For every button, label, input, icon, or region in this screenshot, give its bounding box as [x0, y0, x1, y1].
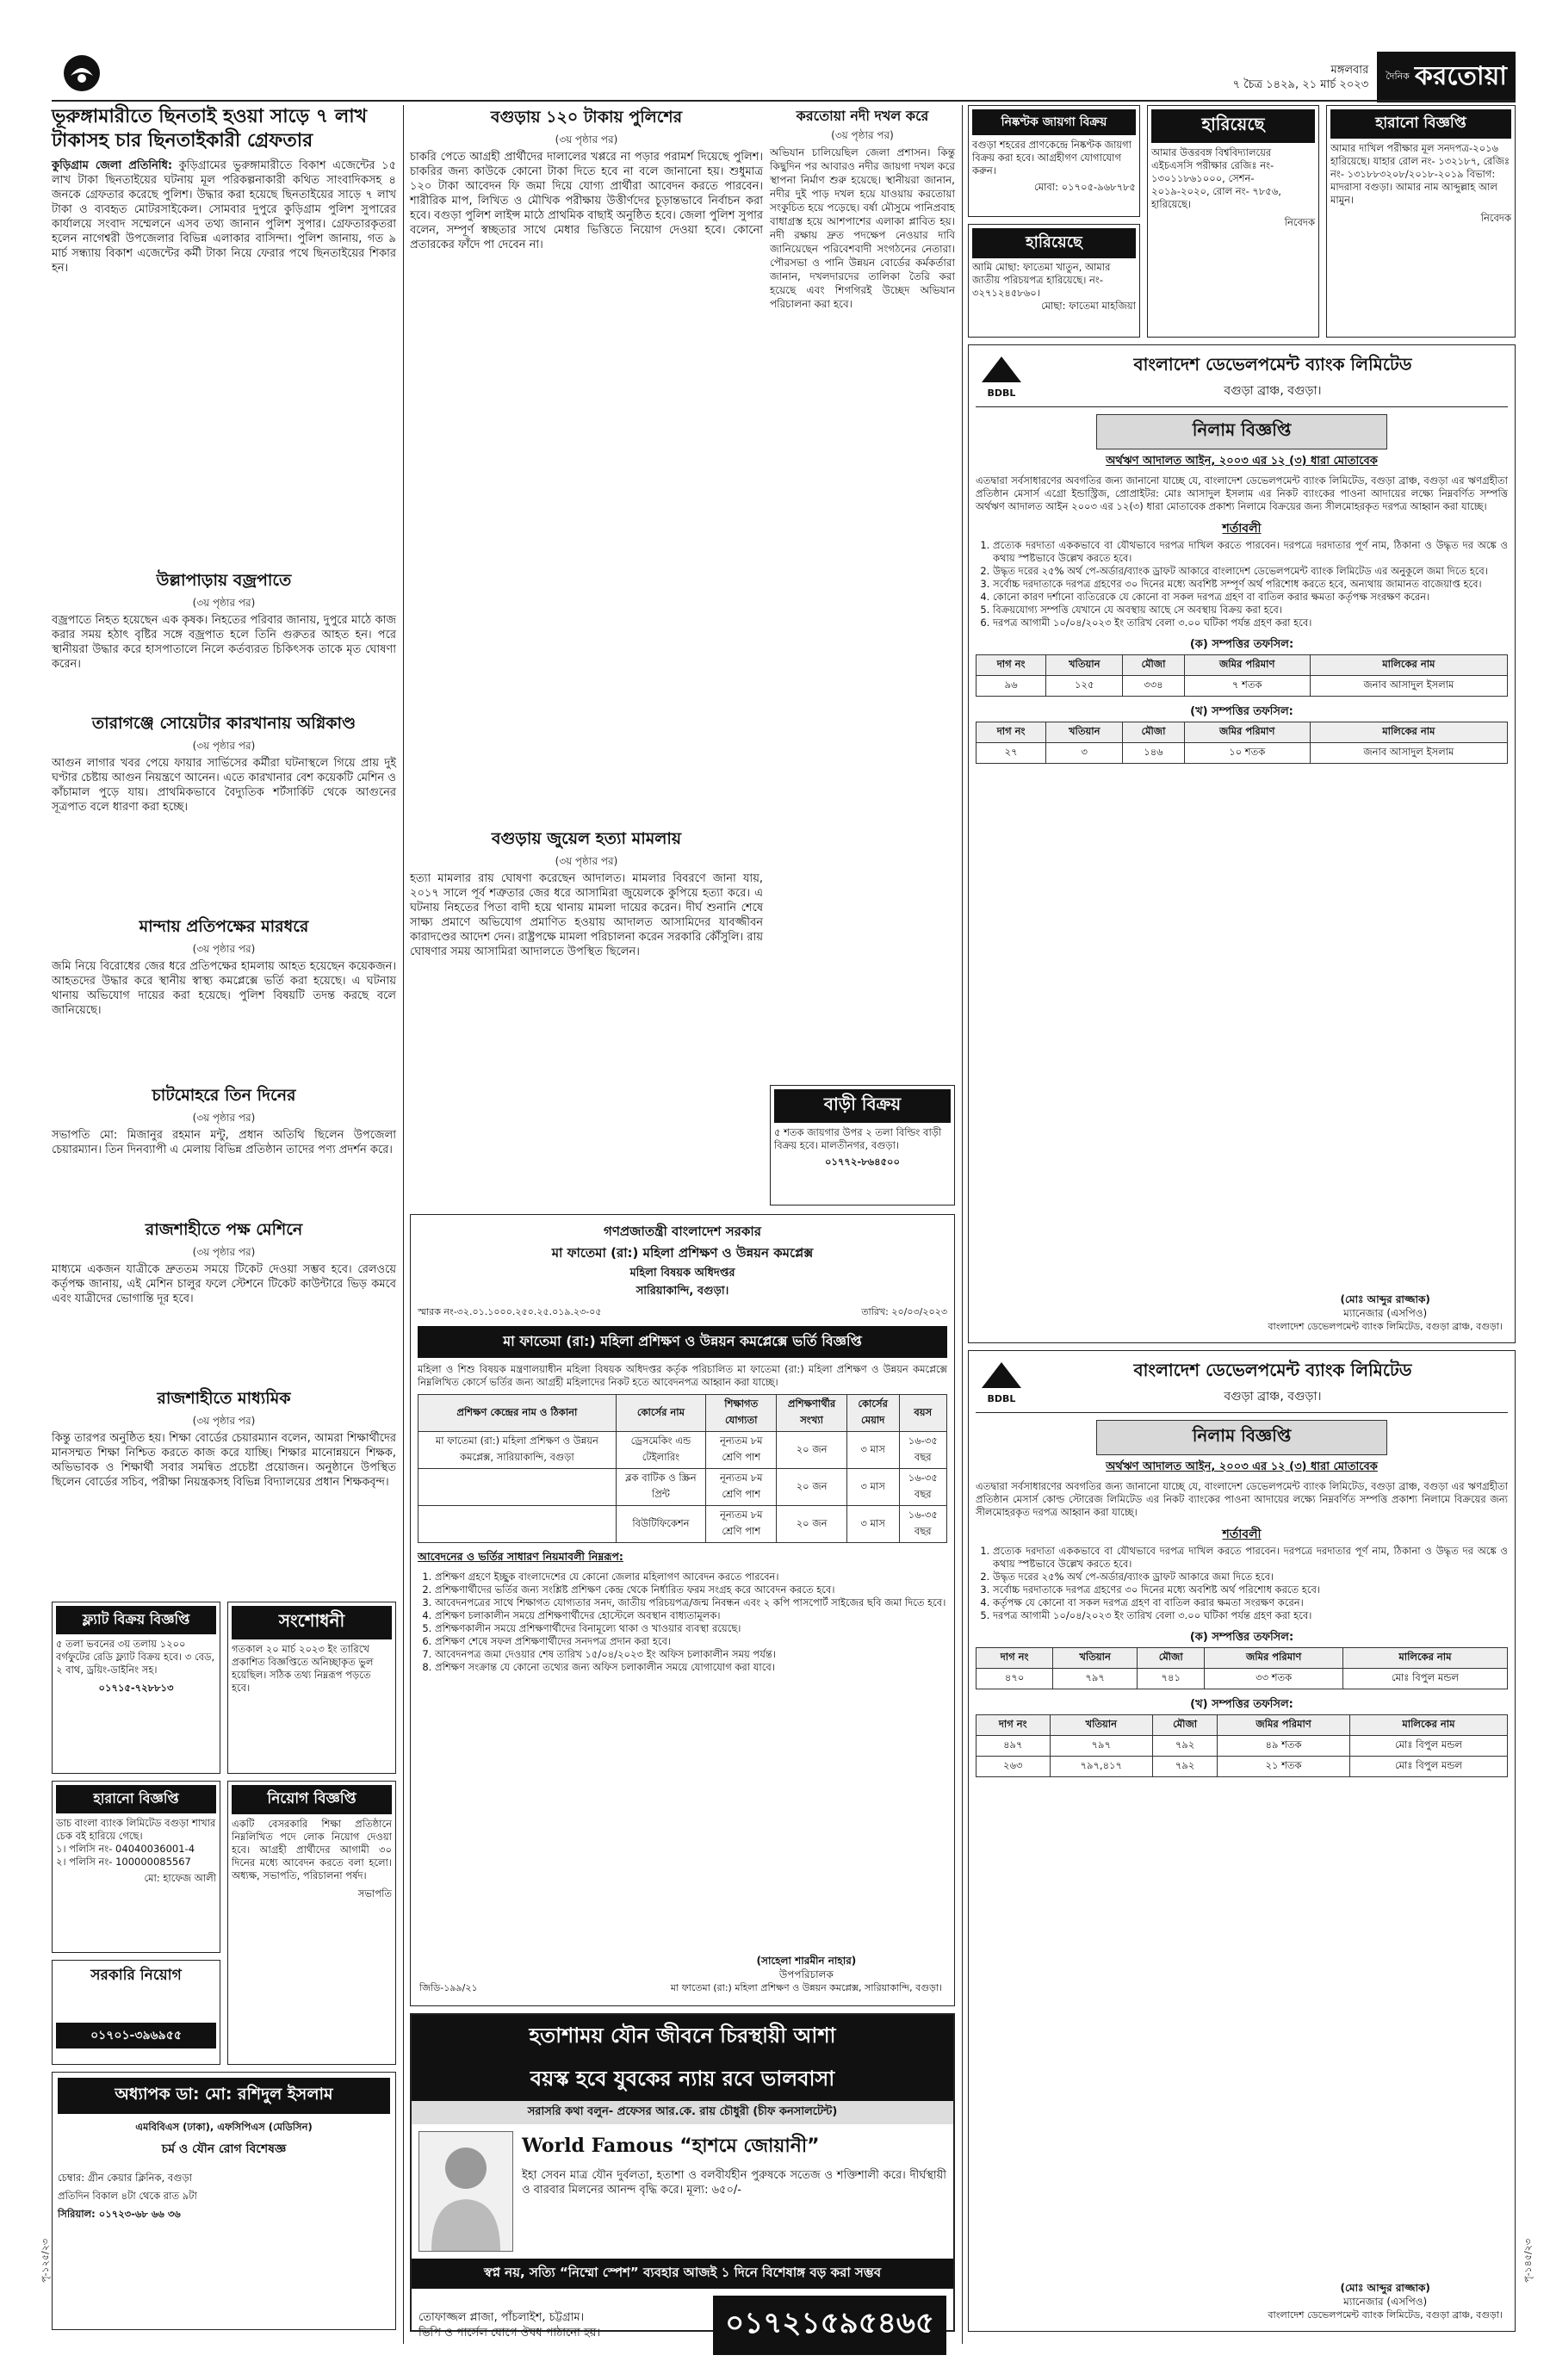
- house-sale-contact: ০১৭৭২-৮৬৪৫০০: [825, 1156, 900, 1168]
- table-cell: ৩ মাস: [846, 1469, 899, 1506]
- rajshahi2-story: [52, 1386, 396, 1593]
- table-header: খতিয়ান: [1053, 1648, 1138, 1669]
- flat-sale-title: ফ্ল্যাট বিক্রয় বিজ্ঞপ্তি: [56, 1606, 216, 1634]
- table-header: দাগ নং: [976, 655, 1046, 676]
- doctor-degree: এমবিবিএস (ঢাকা), এফসিপিএস (মেডিসিন): [135, 2121, 313, 2133]
- table-header: মালিকের নাম: [1310, 722, 1507, 743]
- table-cell: ১৬-৩৫ বছর: [899, 1506, 946, 1543]
- table-cell: [418, 1506, 617, 1543]
- table-cell: নূন্যতম ৮ম শ্রেণি পাশ: [706, 1506, 777, 1543]
- bdbl-1-law: অর্থঋণ আদালত আইন, ২০০৩ এর ১২ (৩) ধারা মোতাবেক: [1106, 455, 1378, 468]
- govt-notice-org: মা ফাতেমা (রা:) মহিলা প্রশিক্ষণ ও উন্নয়ন কমপ্লেক্স: [551, 1245, 814, 1261]
- recruit-sign: সভাপতি: [357, 1887, 392, 1900]
- flat-sale-body: ৫ তলা ভবনের ৩য় তলায় ১২০০ বর্গফুটের রেডি ফ্ল্যাট বিক্রয় হবে। ৩ বেড, ২ বাথ, ড্রয়িং-ডাইনিং সহ।: [56, 1638, 215, 1676]
- govt-notice-table: [418, 1394, 947, 1543]
- correction-body: গতকাল ২০ মার্চ ২০২৩ ইং তারিখে প্রকাশিত বিজ্ঞপ্তিতে অনিচ্ছাকৃত ভুল হয়েছিল। সঠিক তথ্য নিম্নরূপ পড়তে হবে।: [232, 1643, 374, 1694]
- rajshahi1-headline: রাজশাহীতে পক্ষ মেশিনে: [145, 1220, 303, 1239]
- bdbl-1-sign-name: (মোঃ আব্দুর রাজ্জাক): [1340, 1293, 1430, 1305]
- doctor-name: অধ্যাপক ডা: মো: রশিদুল ইসলাম: [58, 2078, 390, 2114]
- table-cell: ৪৭০: [976, 1669, 1053, 1689]
- bdbl-2-schedule-ka: (ক) সম্পত্তির তফসিল:: [1189, 1631, 1294, 1644]
- table-header: প্রশিক্ষণার্থীর সংখ্যা: [777, 1395, 846, 1432]
- bdbl-2-term: 3. সর্বোচ্চ দরদাতাকে দরপত্র গ্রহণের ৩০ দিনের মধ্যে অবশিষ্ট অর্থ পরিশোধ করতে হবে।: [993, 1584, 1508, 1596]
- table-cell: ৭৯৭: [1053, 1669, 1138, 1689]
- mandai-headline: মান্দায় প্রতিপক্ষের মারধরে: [139, 917, 309, 936]
- bdbl-logo-text: BDBL: [987, 1393, 1016, 1404]
- bdbl-logo-icon: [976, 1360, 1027, 1404]
- govt-notice-rule: 8. প্রশিক্ষণ সংক্রান্ত যে কোনো তথ্যের জন্য অফিস চলাকালীন সময়ে যোগাযোগ করা যাবে।: [435, 1661, 947, 1674]
- govt-notice-rule: 2. প্রশিক্ষণার্থীদের ভর্তির জন্য সংশ্লিষ্ট প্রশিক্ষণ কেন্দ্র থেকে নির্ধারিত ফরম সংগ্রহ করে আবেদন করতে হবে।: [435, 1584, 947, 1596]
- lost-notice-left-item-1: ১। পলিসি নং- 04040036001-4: [56, 1843, 195, 1855]
- bdbl-2-bank: বাংলাদেশ ডেভেলপমেন্ট ব্যাংক লিমিটেড: [1133, 1360, 1412, 1380]
- bdbl-1-terms: [976, 539, 1508, 629]
- bdbl-logo-text: BDBL: [987, 387, 1016, 399]
- table-cell: বিউটিফিকেশন: [616, 1506, 705, 1543]
- table-cell: ৩ মাস: [846, 1506, 899, 1543]
- land-sale-ad: [968, 105, 1140, 217]
- doctor-chamber: চেম্বার: গ্রীন কেয়ার ক্লিনিক, বগুড়া: [58, 2172, 193, 2184]
- taraganj-cont: (৩য় পৃষ্ঠার পর): [192, 740, 256, 752]
- table-header: কোর্সের নাম: [616, 1395, 705, 1432]
- table-cell: ৯৬: [976, 676, 1046, 697]
- table-cell: মা ফাতেমা (রা:) মহিলা প্রশিক্ষণ ও উন্নয়ন কমপ্লেক্স, সারিয়াকান্দি, বগুড়া: [418, 1432, 617, 1469]
- table-header: শিক্ষাগত যোগ্যতা: [706, 1395, 777, 1432]
- doctor-ad: [52, 2072, 396, 2330]
- govt-notice-rule: 5. প্রশিক্ষণকালীন সময়ে প্রশিক্ষণার্থীদের বিনামূল্যে থাকা ও খাওয়ার ব্যবস্থা রয়েছে।: [435, 1622, 947, 1635]
- taraganj-headline: তারাগঞ্জে সোয়েটার কারখানায় অগ্নিকাণ্ড: [91, 714, 356, 733]
- health-ad-delivery: ভিপি ও পার্সেল যোগে ঔষধ পাঠানো হয়।: [418, 2326, 601, 2340]
- table-header: বয়স: [899, 1395, 946, 1432]
- doctor-photo-icon: [418, 2131, 513, 2252]
- bdbl-1-terms-title: শর্তাবলী: [1222, 522, 1262, 536]
- govt-notice-memo: স্মারক নং-৩২.০১.১০০০.২৫০.২৫.০১৯.২৩-০৫: [418, 1306, 602, 1317]
- bdbl-logo-icon: [976, 355, 1027, 399]
- govt-recruit-ad: [52, 1960, 220, 2065]
- table-row: [976, 743, 1508, 764]
- table-cell: ৭৯২: [1152, 1757, 1217, 1777]
- lost-ad-1-sign: নিবেদক: [1284, 216, 1315, 228]
- land-sale-body: বগুড়া শহরের প্রাণকেন্দ্রে নিষ্কণ্টক জায়গা বিক্রয় করা হবে। আগ্রহীগণ যোগাযোগ করুন।: [972, 139, 1132, 177]
- bdbl-1-term: 2. উদ্ধৃত দরের ২৫% অর্থ পে-অর্ডার/ব্যাংক ড্রাফট আকারে বাংলাদেশ ডেভেলপমেন্ট ব্যাংক লিমিটেড এর অনুকূলে জমা দিতে হবে।: [993, 565, 1508, 578]
- bdbl-1-bank: বাংলাদেশ ডেভেলপমেন্ট ব্যাংক লিমিটেড: [1133, 354, 1412, 375]
- lost-notice-top-title: হারানো বিজ্ঞপ্তি: [1330, 109, 1511, 139]
- table-cell: জনাব আসাদুল ইসলাম: [1310, 676, 1507, 697]
- table-header: দাগ নং: [976, 722, 1046, 743]
- chatmohar-cont: (৩য় পৃষ্ঠার পর): [192, 1112, 256, 1124]
- table-cell: ৭ শতক: [1184, 676, 1310, 697]
- table-header: কোর্সের মেয়াদ: [846, 1395, 899, 1432]
- table-cell: ৭৯৭,৪১৭: [1050, 1757, 1152, 1777]
- bdbl-1-notice-title: নিলাম বিজ্ঞপ্তি: [1096, 414, 1387, 449]
- recruit-ad: [227, 1781, 396, 2065]
- murder-headline: বগুড়ায় জুয়েল হত্যা মামলায়: [491, 829, 682, 848]
- table-cell: ১৬-৩৫ বছর: [899, 1469, 946, 1506]
- brand-name: করতোয়া: [1414, 61, 1507, 91]
- govt-notice-rules-title: আবেদনের ও ভর্তির সাধারণ নিয়মাবলী নিম্নরূপ:: [418, 1550, 623, 1563]
- table-header: মালিকের নাম: [1349, 1715, 1507, 1736]
- doctor-specialty: চর্ম ও যৌন রোগ বিশেষজ্ঞ: [161, 2142, 287, 2156]
- bdbl-1-schedule-kha: (খ) সম্পত্তির তফসিল:: [1190, 705, 1293, 718]
- health-ad-desc: ইহা সেবন মাত্র যৌন দুর্বলতা, হতাশা ও বলবীর্যহীন পুরুষকে সতেজ ও শক্তিশালী করে। দীর্ঘস্থায়ী ও বারবার মিলনের আনন্দ বৃদ্ধি করে। মূল্য: ৬৫০/-: [522, 2169, 946, 2197]
- right-side-print: পৃ-১৪৫/২৩: [1522, 2239, 1534, 2283]
- karatoa-body: অভিযান চালিয়েছিল জেলা প্রশাসন। কিন্তু কিছুদিন পর আবারও নদীর জায়গা দখল করে স্থাপনা নির্মাণ শুরু হয়েছে। স্থানীয়রা জানান, নদীর দুই পাড় দখল হয়ে যাওয়ায় করতোয়া সংকুচিত হয়ে পড়েছে। বর্ষা মৌসুমে পানিপ্রবাহ বাধাগ্রস্ত হয়ে আশপাশের এলাকা প্লাবিত হয়। নদী রক্ষায় দ্রুত পদক্ষেপ নেওয়ার দাবি জানিয়েছেন পরিবেশবাদী সংগঠনের নেতারা। পৌরসভা ও পানি উন্নয়ন বোর্ডের কর্মকর্তারা জানান, দখলদারদের তালিকা তৈরি করা হয়েছে এবং শিগগিরই উচ্ছেদ অভিযান পরিচালনা করা হবে।: [770, 146, 955, 310]
- table-header: মৌজা: [1123, 655, 1185, 676]
- rajshahi1-body: মাধ্যমে একজন যাত্রীকে দ্রুততম সময়ে টিকেট দেওয়া সম্ভব হবে। রেলওয়ে কর্তৃপক্ষ জানায়, এই মেশিন চালুর ফলে স্টেশনে টিকেট কাউন্টারে ভিড় কমবে এবং যাত্রীদের ভোগান্তি দূর হবে।: [52, 1263, 396, 1305]
- karatoa-headline: করতোয়া নদী দখল করে: [796, 108, 929, 124]
- table-cell: ব্লক বাটিক ও স্ক্রিন প্রিন্ট: [616, 1469, 705, 1506]
- lost-ad-1-body: আমার উত্তরবঙ্গ বিশ্ববিদ্যালয়ের এইচএসসি পরীক্ষার রেজিঃ নং- ১৩০১১৮৬১০০০, সেশন- ২০১৯-২০২০, রোল নং- ৭৮৫৬, হারিয়েছে।: [1151, 146, 1281, 210]
- table-header: মৌজা: [1123, 722, 1185, 743]
- bdbl-1-sign-title: ম্যানেজার (এসপিও): [1343, 1307, 1428, 1319]
- bdbl-1-sign-org: বাংলাদেশ ডেভেলপমেন্ট ব্যাংক লিমিটেড, বগুড়া ব্রাঞ্চ, বগুড়া।: [1268, 1321, 1503, 1332]
- table-cell: মোঃ বিপুল মন্ডল: [1349, 1736, 1507, 1757]
- table-row: [418, 1469, 947, 1506]
- table-cell: ৭৪১: [1137, 1669, 1205, 1689]
- doctor-serial: সিরিয়াল: ০১৭২৩-৬৮ ৬৬ ৩৬: [58, 2208, 181, 2220]
- table-cell: ২০ জন: [777, 1432, 846, 1469]
- murder-cont: (৩য় পৃষ্ঠার পর): [555, 855, 618, 867]
- mandai-cont: (৩য় পৃষ্ঠার পর): [192, 943, 256, 955]
- govt-notice-rule: 4. প্রশিক্ষণ চলাকালীন সময়ে প্রশিক্ষণার্থীদের হোস্টেলে অবস্থান বাধ্যতামূলক।: [435, 1609, 947, 1622]
- lost-notice-top-sign: নিবেদক: [1480, 212, 1511, 224]
- govt-notice-code: জিডি-১৯৯/২১: [419, 1982, 478, 1993]
- table-cell: ১৪৬: [1123, 743, 1185, 764]
- lost-ad-2-body: আমি মোছা: ফাতেমা খাতুন, আমার জাতীয় পরিচয়পত্র হারিয়েছে। নং- ৩২৭১২৪৫৮৬০।: [972, 261, 1111, 299]
- lost-ad-2-title: হারিয়েছে: [972, 228, 1136, 258]
- flat-sale-ad: [52, 1602, 220, 1774]
- table-row: [976, 1669, 1508, 1689]
- table-header: দাগ নং: [976, 1715, 1051, 1736]
- murder-body: হত্যা মামলার রায় ঘোষণা করেছেন আদালত। মামলার বিবরণে জানা যায়, ২০১৭ সালে পূর্ব শত্রুতার জের ধরে আসামিরা জুয়েলকে কুপিয়ে হত্যা করে। এ ঘটনায় নিহতের পিতা বাদী হয়ে থানায় মামলা দায়ের করেন। দীর্ঘ শুনানি শেষে সাক্ষ্য প্রমাণে অভিযোগ প্রমাণিত হওয়ায় আদালত আসামিদের যাবজ্জীবন কারাদণ্ডের আদেশ দেন। রাষ্ট্রপক্ষে মামলা পরিচালনা করেন সরকারি কৌঁসুলি। রায় ঘোষণার সময় আসামিরা আদালতে উপস্থিত ছিলেন।: [410, 872, 763, 958]
- bogura-police-cont: (৩য় পৃষ্ঠার পর): [555, 133, 618, 146]
- lost-notice-left-sign: মো: হাফেজ আলী: [144, 1872, 216, 1884]
- ullapara-body: বজ্রপাতে নিহত হয়েছেন এক কৃষক। নিহতের পরিবার জানায়, দুপুরে মাঠে কাজ করার সময় হঠাৎ বৃষ্টির সঙ্গে বজ্রপাত হলে তিনি গুরুতর আহত হন। পরে স্থানীয়রা উদ্ধার করে হাসপাতালে নিলে কর্তব্যরত চিকিৎসক তাকে মৃত ঘোষণা করেন।: [52, 614, 396, 671]
- page-logo-icon: [60, 53, 103, 93]
- bdbl-2-term: 2. উদ্ধৃত দরের ২৫% অর্থ পে-অর্ডার/ব্যাংক ড্রাফট আকারে জমা দিতে হবে।: [993, 1571, 1508, 1584]
- health-ad: [410, 2013, 955, 2340]
- govt-notice-date: তারিখ: ২০/০৩/২০২৩: [861, 1306, 947, 1317]
- table-header: মৌজা: [1137, 1648, 1205, 1669]
- bdbl-notice-2: [968, 1350, 1516, 2332]
- govt-notice-rules: [418, 1571, 947, 1674]
- doctor-time: প্রতিদিন বিকাল ৪টা থেকে রাত ৯টা: [58, 2190, 197, 2202]
- bdbl-2-term: 5. দরপত্র আগামী ১০/০৪/২০২৩ ইং তারিখ বেলা ৩.০০ ঘটিকা পর্যন্ত গ্রহণ করা হবে।: [993, 1609, 1508, 1622]
- bdbl-1-term: 6. দরপত্র আগামী ১০/০৪/২০২৩ ইং তারিখ বেলা ৩.০০ ঘটিকা পর্যন্ত গ্রহণ করা হবে।: [993, 617, 1508, 629]
- govt-notice-place: সারিয়াকান্দি, বগুড়া।: [636, 1285, 729, 1298]
- rajshahi2-body: কিন্তু তারপর অনুষ্ঠিত হয়। শিক্ষা বোর্ডের চেয়ারম্যান বলেন, আমরা শিক্ষার্থীদের মানসম্মত শিক্ষা নিশ্চিত করতে কাজ করে যাচ্ছি। শিক্ষার মানোন্নয়নে শিক্ষক, অভিভাবক ও শিক্ষার্থী সবার সমন্বিত প্রচেষ্টা প্রয়োজন। অনুষ্ঠানে উপস্থিত ছিলেন বোর্ডের সচিব, পরীক্ষা নিয়ন্ত্রকসহ বিভিন্ন বিদ্যালয়ের প্রধান শিক্ষকবৃন্দ।: [52, 1432, 396, 1489]
- bdbl-2-term: 1. প্রত্যেক দরদাতা এককভাবে বা যৌথভাবে দরপত্র দাখিল করতে পারবেন। দরপত্রে দরদাতার পূর্ণ নাম, ঠিকানা ও উদ্ধৃত দর অঙ্কে ও কথায় স্পষ্টভাবে উল্লেখ করতে হবে।: [993, 1545, 1508, 1571]
- rajshahi2-headline: রাজশাহীতে মাধ্যমিক: [157, 1389, 291, 1408]
- table-cell: ৩৩ শতক: [1205, 1669, 1342, 1689]
- recruit-title: নিয়োগ বিজ্ঞপ্তি: [232, 1785, 392, 1814]
- lost-notice-left-title: হারানো বিজ্ঞপ্তি: [56, 1785, 216, 1813]
- health-ad-strip: সরাসরি কথা বলুন- প্রফেসর আর.কে. রায় চৌধুরী (চীফ কনসালটেন্ট): [412, 2101, 953, 2124]
- govt-notice-rule: 7. আবেদনপত্র জমা দেওয়ার শেষ তারিখ ১৫/০৪/২০২৩ ইং অফিস চলাকালীন সময় পর্যন্ত।: [435, 1648, 947, 1661]
- table-cell: ৪৯৭: [976, 1736, 1051, 1757]
- rajshahi2-cont: (৩য় পৃষ্ঠার পর): [192, 1415, 256, 1427]
- table-cell: ২৬৩: [976, 1757, 1051, 1777]
- table-cell: মোঃ বিপুল মন্ডল: [1349, 1757, 1507, 1777]
- mandai-story: [52, 914, 396, 1078]
- flat-sale-contact: ০১৭১৫-৭২৮৮১৩: [98, 1682, 174, 1694]
- health-ad-address: তোফাজ্জল প্লাজা, পাঁচলাইশ, চট্টগ্রাম।: [418, 2310, 585, 2324]
- lost-notice-top-body: আমার দাখিল পরীক্ষার মূল সনদপত্র-২০১৬ হারিয়েছে। যাহার রোল নং- ১৩২১৮৭, রেজিঃ নং- ১৩১৮৮৩২০৮/২০১৮-২০১৯ বিভাগ: মাদরাসা বগুড়া। আমার নাম আব্দুল্লাহ আল মামুন।: [1330, 142, 1510, 206]
- bdbl-2-notice-title: নিলাম বিজ্ঞপ্তি: [1096, 1420, 1387, 1455]
- recruit-body: একটি বেসরকারি শিক্ষা প্রতিষ্ঠানে নিম্নলিখিত পদে লোক নিয়োগ দেওয়া হবে। আগ্রহী প্রার্থীদের আগামী ৩০ দিনের মধ্যে আবেদন করতে বলা হলো। অধ্যক্ষ, সভাপতি, পরিচালনা পর্ষদ।: [232, 1818, 392, 1881]
- govt-notice-rule: 1. প্রশিক্ষণ গ্রহণে ইচ্ছুক বাংলাদেশের যে কোনো জেলার মহিলাগণ আবেদন করতে পারবেন।: [435, 1571, 947, 1584]
- correction-ad: [227, 1602, 396, 1774]
- lost-ad-2: [968, 224, 1140, 338]
- bdbl-2-branch: বগুড়া ব্রাঞ্চ, বগুড়া।: [1224, 1390, 1322, 1404]
- bdbl-1-term: 1. প্রত্যেক দরদাতা এককভাবে বা যৌথভাবে দরপত্র দাখিল করতে পারবেন। দরপত্রে দরদাতার পূর্ণ নাম, ঠিকানা ও উদ্ধৃত দর অঙ্কে ও কথায় স্পষ্টভাবে উল্লেখ করতে হবে।: [993, 539, 1508, 565]
- govt-notice-gov: গণপ্রজাতন্ত্রী বাংলাদেশ সরকার: [604, 1224, 761, 1239]
- bdbl-2-term: 4. কর্তৃপক্ষ যে কোনো বা সকল দরপত্র গ্রহণ বা বাতিল করার ক্ষমতা সংরক্ষণ করেন।: [993, 1596, 1508, 1609]
- table-cell: ৭৯৭: [1050, 1736, 1152, 1757]
- govt-notice-sign-org: মা ফাতেমা (রা:) মহিলা প্রশিক্ষণ ও উন্নয়ন কমপ্লেক্স, সারিয়াকান্দি, বগুড়া।: [670, 1982, 942, 1993]
- taraganj-story: [52, 711, 396, 909]
- govt-notice: [410, 1214, 955, 2006]
- table-cell: ৩: [1046, 743, 1123, 764]
- lost-ad-2-sign: মোছা: ফাতেমা মাহজিয়া: [1040, 300, 1136, 312]
- bdbl-2-terms: [976, 1545, 1508, 1622]
- health-ad-sub: বয়স্ক হবে যুবকের ন্যায় রবে ভালবাসা: [412, 2060, 953, 2101]
- bdbl-1-term: 4. কোনো কারণ দর্শানো ব্যতিরেকে যে কোনো বা সকল দরপত্র গ্রহণ বা বাতিল করার ক্ষমতা কর্তৃপক্ষ সংরক্ষণ করেন।: [993, 591, 1508, 604]
- bdbl-1-branch: বগুড়া ব্রাঞ্চ, বগুড়া।: [1224, 384, 1322, 398]
- table-cell: ২৭: [976, 743, 1046, 764]
- table-cell: ১২৫: [1046, 676, 1123, 697]
- table-header: জমির পরিমাণ: [1184, 722, 1310, 743]
- taraganj-body: আগুন লাগার খবর পেয়ে ফায়ার সার্ভিসের কর্মীরা ঘটনাস্থলে গিয়ে প্রায় দুই ঘণ্টার চেষ্টায় আগুন নিয়ন্ত্রণে আনেন। এতে কারখানার বেশ কয়েকটি মেশিন ও কাঁচামাল পুড়ে যায়। প্রাথমিকভাবে বৈদ্যুতিক শর্টসার্কিট থেকে আগুনের সূত্রপাত বলে ধারণা করা হচ্ছে।: [52, 757, 396, 814]
- left-side-print: পৃ-১২৫/২৩: [40, 2239, 51, 2283]
- table-cell: [418, 1469, 617, 1506]
- bdbl-2-sign-org: বাংলাদেশ ডেভেলপমেন্ট ব্যাংক লিমিটেড, বগুড়া ব্রাঞ্চ, বগুড়া।: [1268, 2309, 1503, 2321]
- lead-byline: কুড়িগ্রাম জেলা প্রতিনিধি:: [52, 159, 173, 172]
- table-cell: জনাব আসাদুল ইসলাম: [1310, 743, 1507, 764]
- govt-notice-title: মা ফাতেমা (রা:) মহিলা প্রশিক্ষণ ও উন্নয়ন কমপ্লেক্সে ভর্তি বিজ্ঞপ্তি: [418, 1326, 947, 1358]
- correction-title: সংশোধনী: [232, 1606, 392, 1639]
- govt-notice-rule: 3. আবেদনপত্রের সাথে শিক্ষাগত যোগ্যতার সনদ, জাতীয় পরিচয়পত্র/জন্ম নিবন্ধন এবং ২ কপি পাসপোর্ট সাইজের ছবি জমা দিতে হবে।: [435, 1596, 947, 1609]
- table-header: মৌজা: [1152, 1715, 1217, 1736]
- table-header: খতিয়ান: [1050, 1715, 1152, 1736]
- table-header: মালিকের নাম: [1342, 1648, 1507, 1669]
- health-ad-promise: স্বপ্ন নয়, সত্যি “নিম্মো স্পেশ” ব্যবহার আজই ১ দিনে বিশেষাঙ্গ বড় করা সম্ভব: [412, 2259, 953, 2289]
- mandai-body: জমি নিয়ে বিরোধের জের ধরে প্রতিপক্ষের হামলায় আহত হয়েছেন কয়েকজন। আহতদের উদ্ধার করে স্থানীয় স্বাস্থ্য কমপ্লেক্সে ভর্তি করা হয়েছে। এ ঘটনায় থানায় অভিযোগ দায়ের করা হয়েছে। পুলিশ বিষয়টি তদন্ত করছে বলে জানিয়েছে।: [52, 960, 396, 1017]
- table-header: জমির পরিমাণ: [1205, 1648, 1342, 1669]
- bogura-police-headline: বগুড়ায় ১২০ টাকায় পুলিশের: [490, 108, 683, 127]
- health-ad-phone: ০১৭২১৫৯৫৪৬৫: [713, 2296, 946, 2355]
- masthead: [52, 52, 1516, 96]
- govt-recruit-contact: ০১৭০১-৩৯৬৯৫৫: [56, 2023, 216, 2048]
- lead-headline: ভূরুঙ্গামারীতে ছিনতাই হওয়া সাড়ে ৭ লাখ টাকাসহ চার ছিনতাইকারী গ্রেফতার: [52, 106, 368, 152]
- lost-ad-1: [1147, 105, 1319, 338]
- bogura-police-story: [410, 105, 763, 820]
- chatmohar-body: সভাপতি মো: মিজানুর রহমান মন্টু, প্রধান অতিথি ছিলেন উপজেলা চেয়ারম্যান। তিন দিনব্যাপী এ মেলায় বিভিন্ন প্রতিষ্ঠান তাদের পণ্য প্রদর্শন করে।: [52, 1129, 396, 1156]
- table-cell: নূন্যতম ৮ম শ্রেণি পাশ: [706, 1432, 777, 1469]
- karatoa-story: [770, 105, 955, 1078]
- lost-notice-top-ad: [1326, 105, 1516, 338]
- table-cell: মোঃ বিপুল মন্ডল: [1342, 1669, 1507, 1689]
- table-cell: ৩ মাস: [846, 1432, 899, 1469]
- bdbl-1-intro: এতদ্বারা সর্বসাধারণের অবগতির জন্য জানানো যাচ্ছে যে, বাংলাদেশ ডেভেলপমেন্ট ব্যাংক লিমিটেড, বগুড়া ব্রাঞ্চ, বগুড়া এর ঋণগ্রহীতা প্রতিষ্ঠান মেসার্স এগ্রো ইন্ডাস্ট্রিজ, প্রোপ্রাইটর: মোঃ আসাদুল ইসলাম এর নিকট ব্যাংকের পাওনা আদায়ের লক্ষ্যে নিম্নবর্ণিত সম্পত্তি অর্থঋণ আদালত আইন ২০০৩ এর ১২(৩) ধারা মোতাবেক প্রকাশ্য নিলামে বিক্রয়ের জন্য সীলমোহরকৃত দরপত্র আহ্বান করা যাচ্ছে।: [976, 474, 1508, 512]
- bdbl-2-table-ka: [976, 1647, 1508, 1689]
- bdbl-notice-1: [968, 344, 1516, 1343]
- issue-date: ৭ চৈত্র ১৪২৯, ২১ মার্চ ২০২৩: [1232, 77, 1369, 91]
- chatmohar-story: [52, 1083, 396, 1212]
- land-sale-title: নিষ্কণ্টক জায়গা বিক্রয়: [972, 109, 1136, 135]
- ullapara-story: [52, 568, 396, 706]
- karatoa-cont: (৩য় পৃষ্ঠার পর): [831, 129, 894, 141]
- table-header: জমির পরিমাণ: [1184, 655, 1310, 676]
- lost-ad-1-title: হারিয়েছে: [1151, 109, 1315, 143]
- bdbl-2-sign-title: ম্যানেজার (এসপিও): [1343, 2296, 1428, 2308]
- bdbl-2-sign-name: (মোঃ আব্দুর রাজ্জাক): [1340, 2282, 1430, 2294]
- table-header: খতিয়ান: [1046, 722, 1123, 743]
- bdbl-1-term: 3. সর্বোচ্চ দরদাতাকে দরপত্র গ্রহণের ৩০ দিনের মধ্যে অবশিষ্ট সম্পূর্ণ অর্থ পরিশোধ করতে হবে, অন্যথায় জামানত বাজেয়াপ্ত হবে।: [993, 578, 1508, 591]
- table-cell: ৪৯ শতক: [1218, 1736, 1350, 1757]
- table-cell: ১৬-৩৫ বছর: [899, 1432, 946, 1469]
- table-header: জমির পরিমাণ: [1218, 1715, 1350, 1736]
- lost-notice-left-ad: [52, 1781, 220, 1953]
- table-row: [418, 1432, 947, 1469]
- govt-notice-dept: মহিলা বিষয়ক অধিদপ্তর: [629, 1267, 735, 1280]
- ullapara-cont: (৩য় পৃষ্ঠার পর): [192, 597, 256, 609]
- bdbl-1-term: 5. বিক্রয়যোগ্য সম্পত্তি যেখানে যে অবস্থায় আছে সে অবস্থায় বিক্রয় করা হবে।: [993, 604, 1508, 617]
- rajshahi1-story: [52, 1218, 396, 1381]
- bogura-police-body: চাকরি পেতে আগ্রহী প্রার্থীদের দালালের খপ্পরে না পড়ার পরামর্শ দিয়েছে পুলিশ। চাকরির জন্য কাউকে কোনো টাকা দিতে হবে না বলে জানানো হয়। শুধুমাত্র ১২০ টাকা আবেদন ফি জমা দিয়ে যোগ্য প্রার্থীরা আবেদন করতে পারবেন। শারীরিক মাপ, লিখিত ও মৌখিক পরীক্ষায় উত্তীর্ণদের চূড়ান্তভাবে নির্বাচন করা হবে। বগুড়া পুলিশ লাইন্স মাঠে প্রাথমিক বাছাই অনুষ্ঠিত হবে। জেলা পুলিশ সুপার বলেন, সম্পূর্ণ স্বচ্ছতার সাথে মেধার ভিত্তিতে নিয়োগ দেওয়া হবে। কোনো প্রতারকের ফাঁদে পা দেবেন না।: [410, 151, 763, 251]
- govt-notice-sign: (সাহেলা শারমীন নাহার): [756, 1955, 857, 1967]
- table-cell: নূন্যতম ৮ম শ্রেণি পাশ: [706, 1469, 777, 1506]
- lost-notice-left-body: ডাচ বাংলা ব্যাংক লিমিটেড বগুড়া শাখার চেক বই হারিয়ে গেছে।: [56, 1817, 216, 1842]
- table-row: [976, 676, 1508, 697]
- land-sale-contact: মোবা: ০১৭০৫-৯৬৮৭৮৫: [1034, 181, 1136, 193]
- bdbl-2-table-kha: [976, 1714, 1508, 1777]
- govt-notice-sign-title: উপপরিচালক: [778, 1968, 834, 1980]
- govt-notice-intro: মহিলা ও শিশু বিষয়ক মন্ত্রণালয়াধীন মহিলা বিষয়ক অধিদপ্তর কর্তৃক পরিচালিত মা ফাতেমা (রা:) মহিলা প্রশিক্ষণ ও উন্নয়ন কমপ্লেক্সে নিম্নলিখিত কোর্সে ভর্তির জন্য আগ্রহী মহিলাদের নিকট হতে আবেদনপত্র আহ্বান করা যাচ্ছে।: [418, 1363, 947, 1388]
- house-sale-ad: [770, 1085, 955, 1205]
- health-ad-brand: “হাশমে জোয়ানী”: [679, 2135, 820, 2157]
- table-header: দাগ নং: [976, 1648, 1053, 1669]
- house-sale-body: ৫ শতক জায়গার উপর ২ তলা বিল্ডিং বাড়ী বিক্রয় হবে। মালতীনগর, বগুড়া।: [774, 1126, 942, 1151]
- table-cell: ১০ শতক: [1184, 743, 1310, 764]
- lead-body: কুড়িগ্রামের ভুরুঙ্গামারীতে বিকাশ এজেন্টের ১৫ লাখ টাকা ছিনতাইয়ের ঘটনায় মূল পরিকল্পনাকারী কথিত সাংবাদিকসহ ৪ জনকে গ্রেফতার করেছে পুলিশ। উদ্ধার করা হয়েছে ছিনতাইয়ের সাড়ে ৭ লাখ টাকা ও ব্যবহৃত মোটরসাইকেল। সোমবার দুপুরে কুড়িগ্রাম পুলিশ সুপারের কার্যালয়ে সংবাদ সম্মেলনে এসব তথ্য জানান পুলিশ সুপার। গ্রেফতারকৃতরা হলেন নাগেশ্বরী উপজেলার বিভিন্ন এলাকার বাসিন্দা। পুলিশ জানায়, গত ৯ মার্চ সন্ধ্যায় বিকাশ এজেন্টের কর্মী টাকা নিয়ে ফেরার পথে ছিনতাইয়ের শিকার হন।: [52, 159, 396, 275]
- govt-notice-rule: 6. প্রশিক্ষণ শেষে সফল প্রশিক্ষণার্থীদের সনদপত্র প্রদান করা হবে।: [435, 1635, 947, 1648]
- table-header: মালিকের নাম: [1310, 655, 1507, 676]
- table-row: [976, 1736, 1508, 1757]
- bdbl-2-schedule-kha: (খ) সম্পত্তির তফসিল:: [1190, 1698, 1293, 1711]
- bdbl-2-intro: এতদ্বারা সর্বসাধারণের অবগতির জন্য জানানো যাচ্ছে যে, বাংলাদেশ ডেভেলপমেন্ট ব্যাংক লিমিটেড, বগুড়া ব্রাঞ্চ, বগুড়া এর ঋণগ্রহীতা প্রতিষ্ঠান মেসার্স কোল্ড স্টোরেজ লিমিটেড এর নিকট ব্যাংকের পাওনা আদায়ের লক্ষ্যে নিম্নবর্ণিত সম্পত্তি প্রকাশ্য নিলামে বিক্রয়ের জন্য সীলমোহরকৃত দরপত্র আহ্বান করা যাচ্ছে।: [976, 1480, 1508, 1518]
- issue-day: মঙ্গলবার: [1330, 63, 1369, 77]
- govt-recruit-title: সরকারি নিয়োগ: [90, 1967, 182, 1984]
- chatmohar-headline: চাটমোহরে তিন দিনের: [152, 1086, 296, 1105]
- health-ad-brand-en: World Famous: [522, 2135, 673, 2157]
- table-cell: ৩৩৪: [1123, 676, 1185, 697]
- bdbl-1-table-kha: [976, 722, 1508, 764]
- table-row: [418, 1506, 947, 1543]
- health-ad-headline: হতাশাময় যৌন জীবনে চিরস্থায়ী আশা: [412, 2015, 953, 2060]
- house-sale-title: বাড়ী বিক্রয়: [774, 1089, 951, 1123]
- ullapara-headline: উল্লাপাড়ায় বজ্রপাতে: [156, 571, 292, 590]
- table-cell: ২০ জন: [777, 1469, 846, 1506]
- lost-notice-left-item-2: ২। পলিসি নং- 100000085567: [56, 1856, 191, 1868]
- table-cell: ২০ জন: [777, 1506, 846, 1543]
- bdbl-2-law: অর্থঋণ আদালত আইন, ২০০৩ এর ১২ (৩) ধারা মোতাবেক: [1106, 1460, 1378, 1473]
- table-cell: ড্রেসমেকিং এন্ড টেইলারিং: [616, 1432, 705, 1469]
- table-cell: ২১ শতক: [1218, 1757, 1350, 1777]
- table-header: প্রশিক্ষণ কেন্দ্রের নাম ও ঠিকানা: [418, 1395, 617, 1432]
- rajshahi1-cont: (৩য় পৃষ্ঠার পর): [192, 1246, 256, 1258]
- table-cell: ৭৯২: [1152, 1736, 1217, 1757]
- table-row: [976, 1757, 1508, 1777]
- table-header: খতিয়ান: [1046, 655, 1123, 676]
- brand-small: দৈনিক: [1386, 71, 1410, 82]
- lead-story: [52, 105, 396, 561]
- bdbl-1-schedule-ka: (ক) সম্পত্তির তফসিল:: [1189, 638, 1294, 651]
- bdbl-2-terms-title: শর্তাবলী: [1222, 1528, 1262, 1541]
- bdbl-1-table-ka: [976, 654, 1508, 697]
